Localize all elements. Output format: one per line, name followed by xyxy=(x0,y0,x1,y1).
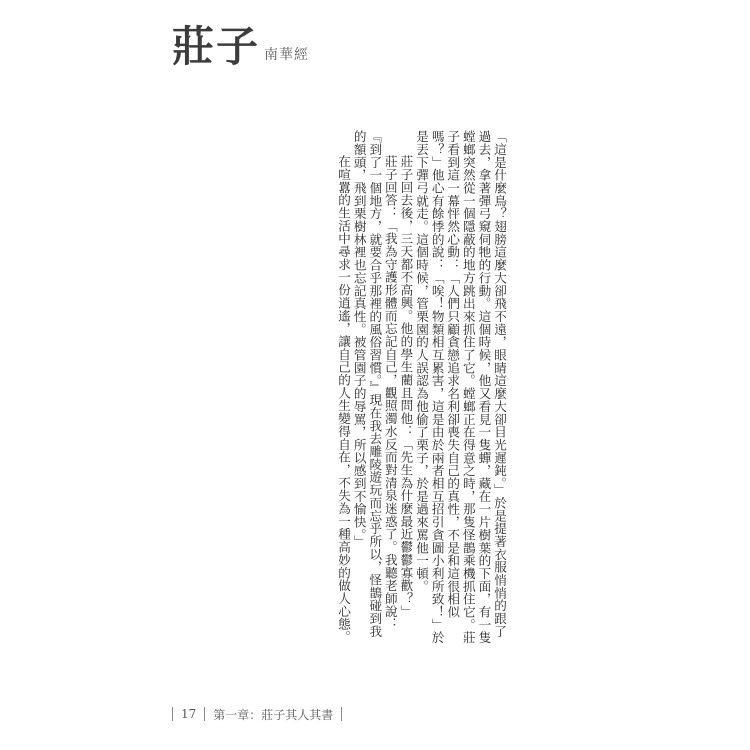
footer-divider xyxy=(172,707,173,721)
footer-divider xyxy=(341,707,342,721)
footer-divider xyxy=(204,707,205,721)
chapter-title: 第一章：莊子其人其書 xyxy=(213,707,334,722)
vertical-text-body xyxy=(335,130,507,650)
page-footer xyxy=(172,706,350,722)
paragraph: 莊子回答：「我為守護形體而忘記自己，觀照濁水反而對清泉迷惑了。我聽老師說：『到了一個地方，就要合乎那裡的風俗習慣。』現在我去雕陵遊玩而忘乎所以，怪鵲碰到我的額頭，飛到栗樹林裡也忘記真性。被管園子的辱罵，所以感到不愉快。」 xyxy=(351,130,398,638)
book-subtitle: 南華經 xyxy=(264,47,310,63)
book-title: 莊子 xyxy=(172,22,261,71)
paragraph: 「這是什麼鳥？翅膀這麼大卻飛不遠，眼睛這麼大卻目光遲鈍。」於是提著衣服悄悄的跟了過去，拿著彈弓窺伺牠的行動。這個時候，他又看見一隻蟬，藏在一片樹葉的下面，有一隻螳螂突然從一個隱蔽的地方跳出來抓住了它。螳螂正在得意之時，那隻怪鵲乘機抓住它。莊子看到這一幕怦然心動：「人們只顧貪戀追求名利卻喪失自己的真性，不是和這很相似嗎？」他心有餘悸的說：「唉！物類相互累害，這是由於兩者相互招引貪圖小利所致！」於是丟下彈弓就走。這個時候，管栗園的人誤認為他偷了栗子，於是過來罵他一頓。 xyxy=(414,130,507,644)
paragraph: 莊子回去後，三天都不高興。他的學生藺且問他：「先生為什麼最近鬱鬱寡歡？」 xyxy=(398,155,414,618)
page-number: 17 xyxy=(181,707,197,721)
paragraph: 在喧囂的生活中尋求一份逍遙，讓自己的人生變得自在，不失為一種高妙的做人心態。 xyxy=(336,155,352,644)
header xyxy=(172,22,310,71)
